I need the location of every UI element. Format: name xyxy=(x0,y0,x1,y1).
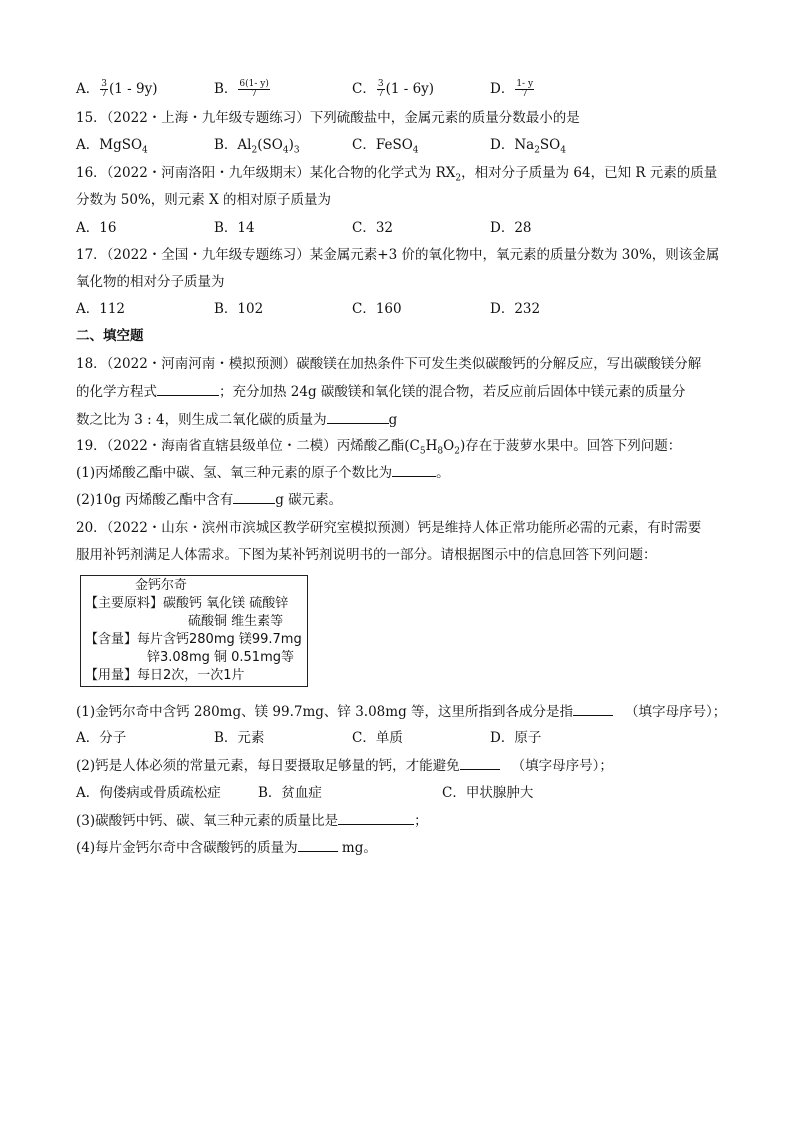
q15-options xyxy=(76,136,726,154)
q17-option-a: A．112 xyxy=(76,301,126,317)
answer-blank[interactable] xyxy=(338,812,414,825)
q20-part1: (1)金钙尔奇中含钙 280mg、镁 99.7mg、锌 3.08mg 等，这里所指到各成分是指 （填字母序号）； xyxy=(76,704,727,720)
q17-option-c: C．160 xyxy=(352,301,402,317)
answer-blank[interactable] xyxy=(233,491,275,504)
q20-line1: 20．（2022・山东・滨州市滨城区教学研究室模拟预测）钙是维持人体正常功能所必需的元素，有时需要 xyxy=(76,520,702,536)
q16-stem-line2: 分数为 50%，则元素 X 的相对原子质量为 xyxy=(76,192,331,208)
box-line-ingredients-cont: 硫酸铜 维生素等 xyxy=(188,614,284,629)
q20-p1-option-d: D．原子 xyxy=(490,730,542,746)
box-line-content-cont: 锌3.08mg 铜 0.51mg等 xyxy=(147,650,294,665)
q20-p2-option-a: A．佝偻病或骨质疏松症 xyxy=(76,785,221,801)
q15-option-d: D．$Na_2SO_4$ xyxy=(490,137,566,156)
q20-p2-option-c: C．甲状腺肿大 xyxy=(442,785,534,801)
fraction: $\frac{3}{7}$ xyxy=(101,79,107,99)
box-line-dosage: 【用量】每日2次，一次1片 xyxy=(85,668,245,683)
q17-option-b: B．102 xyxy=(214,301,264,317)
q20-p1-option-a: A．分子 xyxy=(76,730,127,746)
q20-p1-option-c: C．单质 xyxy=(352,730,403,746)
q20-part1-options xyxy=(76,729,726,747)
answer-blank[interactable] xyxy=(327,411,389,424)
q20-part3: (3)碳酸钙中钙、碳、氧三种元素的质量比是 ； xyxy=(76,813,428,829)
q20-part2-options xyxy=(76,784,726,802)
q17-stem-line1: 17．（2022・全国・九年级专题练习）某金属元素+3 价的氧化物中，氧元素的质量分数为 30%，则该金属 xyxy=(76,247,720,263)
q19-stem: 19．（2022・海南省直辖县级单位・二模）丙烯酸乙酯$(C_5H_8O_2)$存在于菠萝水果中。回答下列问题： xyxy=(76,438,682,457)
q15-stem: 15．（2022・上海・九年级专题练习）下列硫酸盐中，金属元素的质量分数最小的是 xyxy=(76,110,580,126)
q16-options xyxy=(76,219,726,237)
answer-blank[interactable] xyxy=(460,757,500,770)
q14-options xyxy=(76,80,726,98)
q20-part4: (4)每片金钙尔奇中含碳酸钙的质量为 mg。 xyxy=(76,840,377,856)
fraction: $\frac{6(1- y)}{7}$ xyxy=(239,79,269,99)
q17-stem-line2: 氧化物的相对分子质量为 xyxy=(76,274,225,290)
answer-blank[interactable] xyxy=(298,839,338,852)
answer-blank[interactable] xyxy=(157,383,219,396)
q18-line1: 18．（2022・河南河南・模拟预测）碳酸镁在加热条件下可发生类似碳酸钙的分解反应，写出碳酸镁分解 xyxy=(76,356,702,372)
box-line-content: 【含量】每片含钙280mg 镁99.7mg xyxy=(85,632,302,647)
q16-option-c: C．32 xyxy=(352,220,394,236)
q16-option-a: A．16 xyxy=(76,220,117,236)
q20-part2: (2)钙是人体必须的常量元素，每日要摄取足够量的钙，才能避免 （填字母序号）； xyxy=(76,758,613,774)
answer-blank[interactable] xyxy=(392,464,436,477)
q14-option-d: D． $\frac{1- y}{7}$ xyxy=(490,79,534,99)
answer-blank[interactable] xyxy=(573,703,613,716)
q20-p2-option-b: B．贫血症 xyxy=(258,785,322,801)
fraction: $\frac{1- y}{7}$ xyxy=(516,79,534,99)
q18-line2: 的化学方程式 ；充分加热 24g 碳酸镁和氧化镁的混合物，若反应前后固体中镁元素的质量分 xyxy=(76,384,686,400)
q19-part2: (2)10g 丙烯酸乙酯中含有 g 碳元素。 xyxy=(76,492,343,508)
box-title: 金钙尔奇 xyxy=(135,578,188,593)
q16-option-b: B．14 xyxy=(214,220,255,236)
fraction: $\frac{3}{7}$ xyxy=(377,79,384,99)
q18-line3: 数之比为 3 : 4，则生成二氧化碳的质量为 g xyxy=(76,412,398,428)
box-line-ingredients: 【主要原料】碳酸钙 氧化镁 硫酸锌 xyxy=(85,596,289,611)
q17-option-d: D．232 xyxy=(490,301,541,317)
q14-option-b: B． $\frac{6(1- y)}{7}$ xyxy=(214,79,269,99)
q20-line2: 服用补钙剂满足人体需求。下图为某补钙剂说明书的一部分。请根据图示中的信息回答下列问题： xyxy=(76,547,657,563)
supplement-label-box xyxy=(80,575,308,687)
q15-option-c: C．FeSO$_4$ xyxy=(352,137,419,156)
q15-option-a: A．MgSO$_4$ xyxy=(76,137,148,156)
q19-part1: (1)丙烯酸乙酯中碳、氢、氧三种元素的原子个数比为 。 xyxy=(76,465,450,481)
q20-p1-option-b: B．元素 xyxy=(214,730,265,746)
q16-stem-line1: 16．（2022・河南洛阳・九年级期末）某化合物的化学式为 $RX_2$，相对分子质量为 64，已知 R 元素的质量 xyxy=(76,165,718,184)
q14-option-c: C． $\frac{3}{7}$ (1 - 6y) xyxy=(352,79,435,99)
q14-option-a: A． $\frac{3}{7}$ (1 - 9y) xyxy=(76,79,158,99)
q17-options xyxy=(76,300,726,318)
q16-option-d: D．28 xyxy=(490,220,532,236)
q15-option-b: B．$Al_2(SO_4)_3$ xyxy=(214,137,300,156)
section-heading: 二、填空题 xyxy=(76,328,144,344)
